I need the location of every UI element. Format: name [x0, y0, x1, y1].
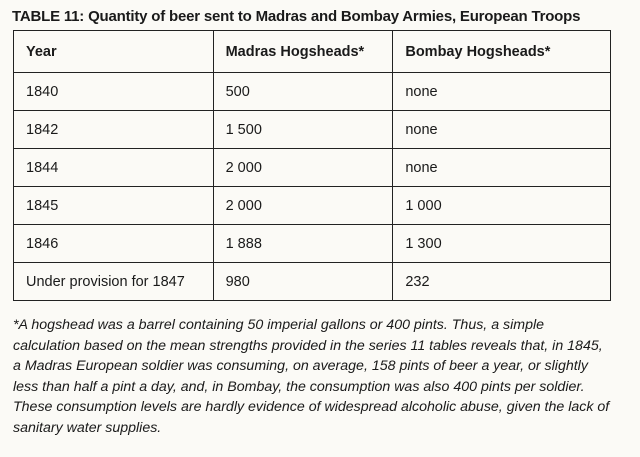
header-bombay-hogsheads: Bombay Hogsheads* — [393, 31, 611, 73]
table-row — [14, 263, 611, 301]
cell-year: 1845 — [14, 187, 214, 225]
table-row — [14, 225, 611, 263]
cell-bombay: none — [393, 149, 611, 187]
table-header-row — [14, 31, 611, 73]
cell-year: Under provision for 1847 — [14, 263, 214, 301]
cell-madras: 2 000 — [213, 187, 393, 225]
cell-madras: 1 888 — [213, 225, 393, 263]
cell-bombay: none — [393, 111, 611, 149]
cell-madras: 1 500 — [213, 111, 393, 149]
table-title: TABLE 11: Quantity of beer sent to Madras and Bombay Armies, European Troops — [12, 8, 581, 25]
cell-madras: 500 — [213, 73, 393, 111]
cell-year: 1840 — [14, 73, 214, 111]
cell-bombay: 1 000 — [393, 187, 611, 225]
cell-year: 1846 — [14, 225, 214, 263]
cell-madras: 980 — [213, 263, 393, 301]
header-year: Year — [14, 31, 214, 73]
cell-bombay: 232 — [393, 263, 611, 301]
table-row — [14, 149, 611, 187]
beer-quantity-table — [13, 30, 611, 301]
footnote: *A hogshead was a barrel containing 50 imperial gallons or 400 pints. Thus, a simple calculation based on the mean strengths provided in the series 11 tables reveals that, in 1845, a Madras European soldier was consuming, on average, 158 pints of beer a year, or slightly less than half a pint a day, and, in Bombay, the consumption was also 400 pints per soldier. These consumption levels are hardly evidence of widespread alcoholic abuse, given the lack of sanitary water supplies. — [13, 317, 610, 436]
cell-year: 1842 — [14, 111, 214, 149]
cell-madras: 2 000 — [213, 149, 393, 187]
table-row — [14, 187, 611, 225]
cell-bombay: none — [393, 73, 611, 111]
table-row — [14, 73, 611, 111]
header-madras-hogsheads: Madras Hogsheads* — [213, 31, 393, 73]
cell-year: 1844 — [14, 149, 214, 187]
table-row — [14, 111, 611, 149]
cell-bombay: 1 300 — [393, 225, 611, 263]
